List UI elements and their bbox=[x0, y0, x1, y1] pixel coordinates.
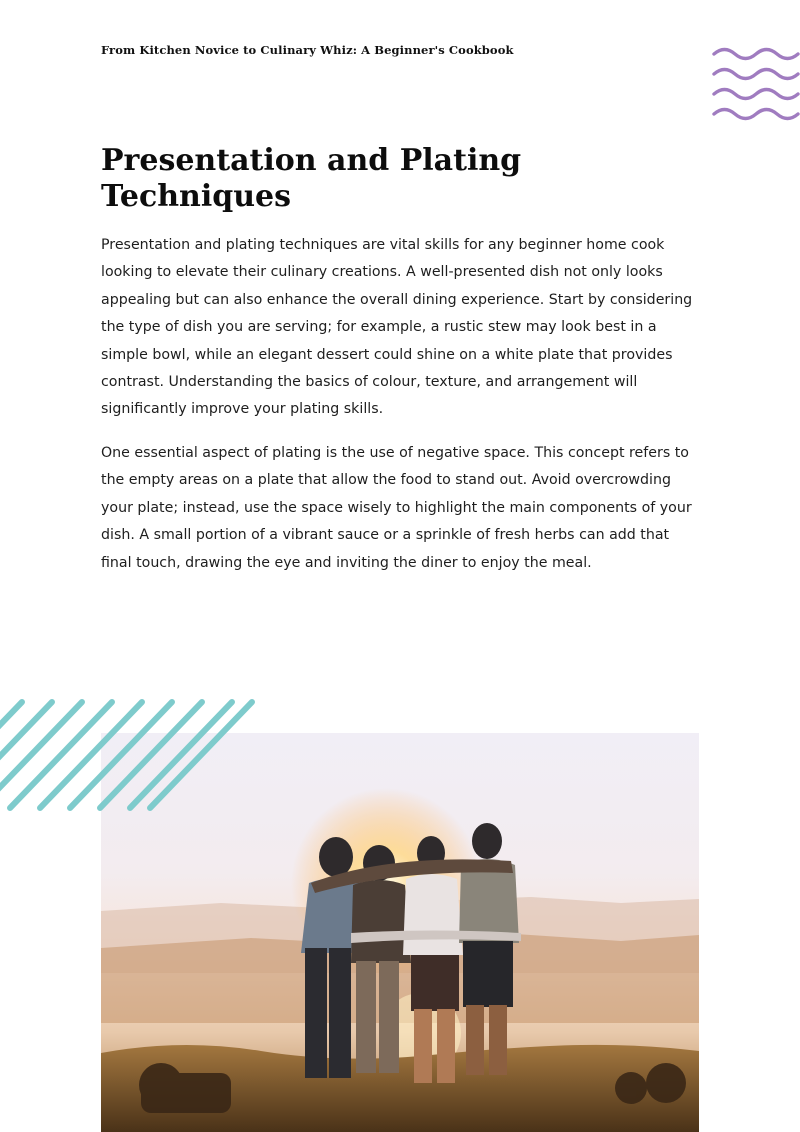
section-title: Presentation and Plating Techniques bbox=[101, 143, 522, 214]
diagonal-stripes-decoration bbox=[0, 698, 262, 818]
body-paragraph-1: Presentation and plating techniques are vital skills for any beginner home cook looking to elevate their culinary creations. A well-presented dish not only looks appealing but can also enhance the overall dining experience. Start by considering the type of dish you are serving; for example, a rustic stew may look best in a simple bowl, while an elegant dessert could shine on a white plate that provides contrast. Understanding the basics of colour, texture, and arrangement will significantly improve your plating skills. bbox=[101, 237, 693, 418]
body-paragraph-2: One essential aspect of plating is the use of negative space. This concept refers to the empty areas on a plate that allow the food to stand out. Avoid overcrowding your plate; instead, use the space wisely to highlight the main components of your dish. A small portion of a vibrant sauce or a sprinkle of fresh herbs can add that final touch, drawing the eye and inviting the diner to enjoy the meal. bbox=[101, 445, 692, 571]
wave-pattern-decoration bbox=[712, 44, 800, 124]
running-header: From Kitchen Novice to Culinary Whiz: A Beginner's Cookbook bbox=[101, 43, 514, 57]
